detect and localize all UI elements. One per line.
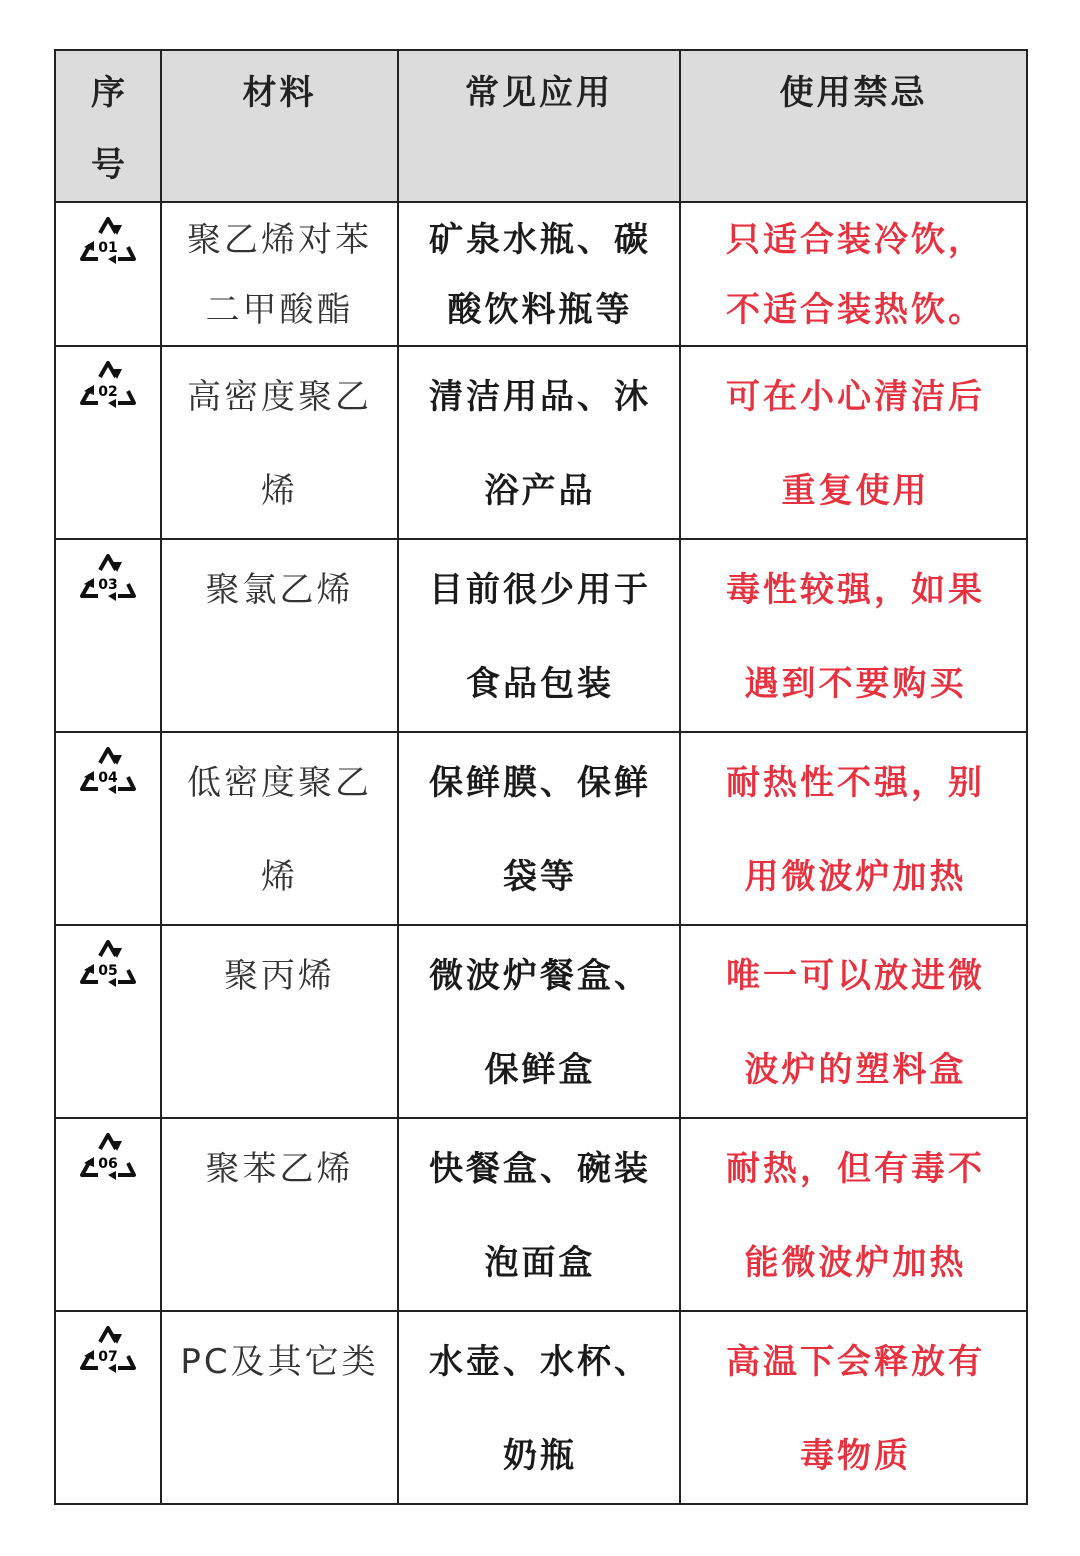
material-cell — [161, 1118, 398, 1311]
taboo-text: 可在小心清洁后重复使用 — [726, 377, 985, 511]
use-text: 微波炉餐盒、保鲜盒 — [429, 956, 651, 1090]
header-taboo: 使用禁忌 — [680, 50, 1027, 202]
taboo-cell — [680, 1118, 1027, 1311]
recycle-code: 05 — [98, 963, 118, 979]
taboo-cell — [680, 539, 1027, 732]
taboo-text: 高温下会释放有毒物质 — [726, 1342, 985, 1476]
code-cell — [55, 732, 161, 925]
recycle-triangle-icon — [78, 741, 138, 801]
recycle-code: 02 — [98, 384, 118, 400]
table-row — [55, 1118, 1027, 1311]
header-num: 序号 — [55, 50, 161, 202]
header-common-use: 常见应用 — [398, 50, 680, 202]
material-text: 高密度聚乙烯 — [187, 377, 372, 511]
material-cell — [161, 539, 398, 732]
use-cell — [398, 1311, 680, 1504]
use-text: 保鲜膜、保鲜袋等 — [429, 763, 651, 897]
material-text: 聚丙烯 — [224, 956, 335, 996]
material-text: 聚氯乙烯 — [205, 570, 354, 610]
material-cell — [161, 732, 398, 925]
use-text: 清洁用品、沐浴产品 — [429, 377, 651, 511]
recycle-triangle-icon — [78, 211, 138, 271]
recycle-triangle-icon — [78, 1127, 138, 1187]
table-row — [55, 925, 1027, 1118]
recycle-code: 03 — [98, 577, 118, 593]
table-row — [55, 202, 1027, 346]
use-cell — [398, 346, 680, 539]
recycle-triangle-icon — [78, 548, 138, 608]
taboo-cell — [680, 202, 1027, 346]
code-cell — [55, 925, 161, 1118]
use-text: 目前很少用于食品包装 — [429, 570, 651, 704]
taboo-text: 耐热性不强，别用微波炉加热 — [726, 763, 985, 897]
use-text: 矿泉水瓶、碳酸饮料瓶等 — [429, 220, 651, 330]
table-row — [55, 539, 1027, 732]
use-cell — [398, 925, 680, 1118]
material-text: 低密度聚乙烯 — [187, 763, 372, 897]
use-cell — [398, 539, 680, 732]
taboo-cell — [680, 732, 1027, 925]
table-header-row — [55, 50, 1027, 202]
use-cell — [398, 732, 680, 925]
code-cell — [55, 202, 161, 346]
code-cell — [55, 539, 161, 732]
taboo-cell — [680, 346, 1027, 539]
use-cell — [398, 202, 680, 346]
code-cell — [55, 1118, 161, 1311]
use-cell — [398, 1118, 680, 1311]
recycle-triangle-icon — [78, 934, 138, 994]
header-material: 材料 — [161, 50, 398, 202]
use-text: 快餐盒、碗装泡面盒 — [429, 1149, 651, 1283]
recycle-code: 01 — [98, 240, 118, 256]
table-row — [55, 1311, 1027, 1504]
table-row — [55, 346, 1027, 539]
taboo-text: 毒性较强，如果遇到不要购买 — [726, 570, 985, 704]
material-cell — [161, 346, 398, 539]
taboo-cell — [680, 1311, 1027, 1504]
recycle-triangle-icon — [78, 355, 138, 415]
material-text: 聚乙烯对苯二甲酸酯 — [187, 220, 372, 330]
recycle-code: 06 — [98, 1156, 118, 1172]
table-row — [55, 732, 1027, 925]
recycle-code: 07 — [98, 1349, 118, 1365]
material-text: PC及其它类 — [180, 1342, 379, 1382]
material-cell — [161, 1311, 398, 1504]
recycle-code: 04 — [98, 770, 118, 786]
taboo-text: 耐热，但有毒不能微波炉加热 — [726, 1149, 985, 1283]
code-cell — [55, 1311, 161, 1504]
taboo-cell — [680, 925, 1027, 1118]
material-cell — [161, 925, 398, 1118]
material-cell — [161, 202, 398, 346]
use-text: 水壶、水杯、奶瓶 — [429, 1342, 651, 1476]
recycle-triangle-icon — [78, 1320, 138, 1380]
taboo-text: 唯一可以放进微波炉的塑料盒 — [726, 956, 985, 1090]
material-text: 聚苯乙烯 — [205, 1149, 354, 1189]
code-cell — [55, 346, 161, 539]
taboo-text: 只适合装冷饮，不适合装热饮。 — [726, 220, 985, 330]
plastic-codes-table — [54, 49, 1028, 1505]
